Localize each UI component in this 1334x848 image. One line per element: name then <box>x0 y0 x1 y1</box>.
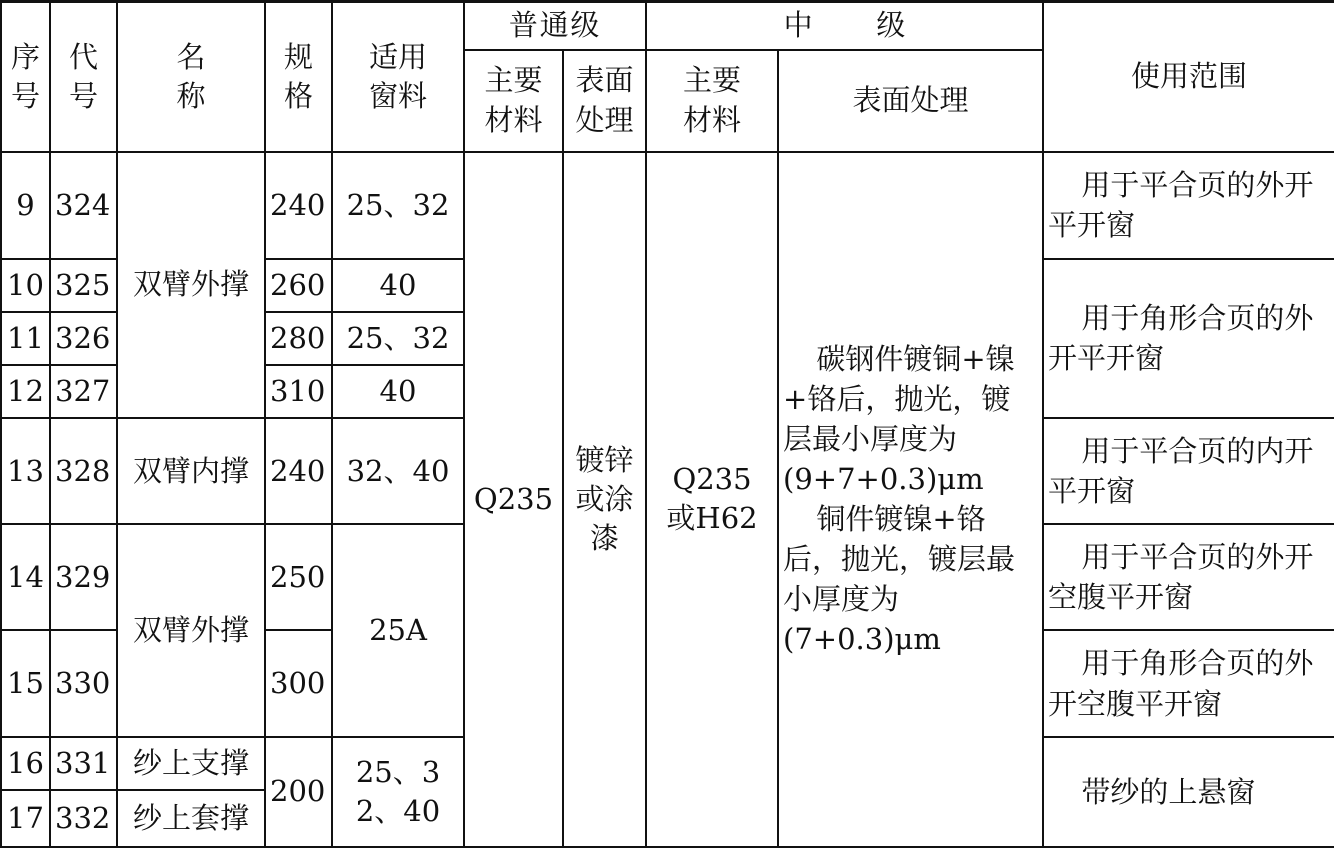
cell-spec: 240 <box>265 418 332 524</box>
cell-seq: 11 <box>1 312 50 365</box>
header-usage: 使用范围 <box>1043 2 1334 152</box>
cell-code: 332 <box>50 790 117 847</box>
cell-window-material: 25A <box>332 524 464 736</box>
cell-code: 330 <box>50 630 117 736</box>
header-name: 名称 <box>117 2 265 152</box>
cell-usage: 带纱的上悬窗 <box>1043 737 1334 847</box>
cell-code: 331 <box>50 737 117 790</box>
cell-spec: 310 <box>265 365 332 418</box>
cell-spec: 300 <box>265 630 332 736</box>
cell-name: 纱上支撑 <box>117 737 265 790</box>
cell-usage: 用于平合页的外开平开窗 <box>1043 152 1334 259</box>
cell-usage: 用于角形合页的外开平开窗 <box>1043 259 1334 418</box>
cell-seq: 16 <box>1 737 50 790</box>
cell-usage: 用于平合页的内开平开窗 <box>1043 418 1334 524</box>
cell-code: 328 <box>50 418 117 524</box>
mid-surface-copper: 铜件镀镍+铬后，抛光，镀层最小厚度为(7+0.3)μm <box>783 502 1016 657</box>
cell-code: 327 <box>50 365 117 418</box>
cell-usage: 用于角形合页的外开空腹平开窗 <box>1043 630 1334 736</box>
cell-usage: 用于平合页的外开空腹平开窗 <box>1043 524 1334 630</box>
cell-code: 325 <box>50 259 117 312</box>
table-row <box>1 152 1334 259</box>
cell-seq: 17 <box>1 790 50 847</box>
header-seq: 序号 <box>1 2 50 152</box>
cell-spec: 260 <box>265 259 332 312</box>
cell-mid-surface <box>778 152 1043 848</box>
header-normal-surface: 表面处理 <box>563 50 646 152</box>
header-code: 代号 <box>50 2 117 152</box>
cell-seq: 12 <box>1 365 50 418</box>
cell-mid-main-material: Q235或H62 <box>646 152 778 848</box>
header-window-material: 适用窗料 <box>332 2 464 152</box>
cell-window-material: 25、32 <box>332 312 464 365</box>
cell-spec: 250 <box>265 524 332 630</box>
cell-spec: 200 <box>265 737 332 847</box>
cell-name: 双臂内撑 <box>117 418 265 524</box>
cell-seq: 14 <box>1 524 50 630</box>
mid-surface-carbon-steel: 碳钢件镀铜+镍+铬后，抛光，镀层最小厚度为(9+7+0.3)μm <box>783 342 1015 497</box>
cell-window-material: 32、40 <box>332 418 464 524</box>
cell-window-material: 40 <box>332 259 464 312</box>
cell-normal-main-material: Q235 <box>464 152 563 848</box>
header-grade-normal: 普通级 <box>464 2 646 50</box>
cell-spec: 240 <box>265 152 332 259</box>
cell-window-material: 40 <box>332 365 464 418</box>
cell-code: 329 <box>50 524 117 630</box>
cell-window-material: 25、32 <box>332 152 464 259</box>
cell-normal-surface: 镀锌或涂漆 <box>563 152 646 848</box>
header-grade-mid: 中级 <box>646 2 1043 50</box>
cell-window-material: 25、32、40 <box>332 737 464 847</box>
cell-seq: 15 <box>1 630 50 736</box>
cell-seq: 13 <box>1 418 50 524</box>
header-mid-surface: 表面处理 <box>778 50 1043 152</box>
cell-seq: 9 <box>1 152 50 259</box>
cell-spec: 280 <box>265 312 332 365</box>
header-normal-main-material: 主要材料 <box>464 50 563 152</box>
cell-code: 326 <box>50 312 117 365</box>
cell-name: 纱上套撑 <box>117 790 265 847</box>
header-spec: 规格 <box>265 2 332 152</box>
header-mid-main-material: 主要材料 <box>646 50 778 152</box>
cell-name: 双臂外撑 <box>117 152 265 419</box>
cell-name: 双臂外撑 <box>117 524 265 736</box>
cell-seq: 10 <box>1 259 50 312</box>
cell-code: 324 <box>50 152 117 259</box>
